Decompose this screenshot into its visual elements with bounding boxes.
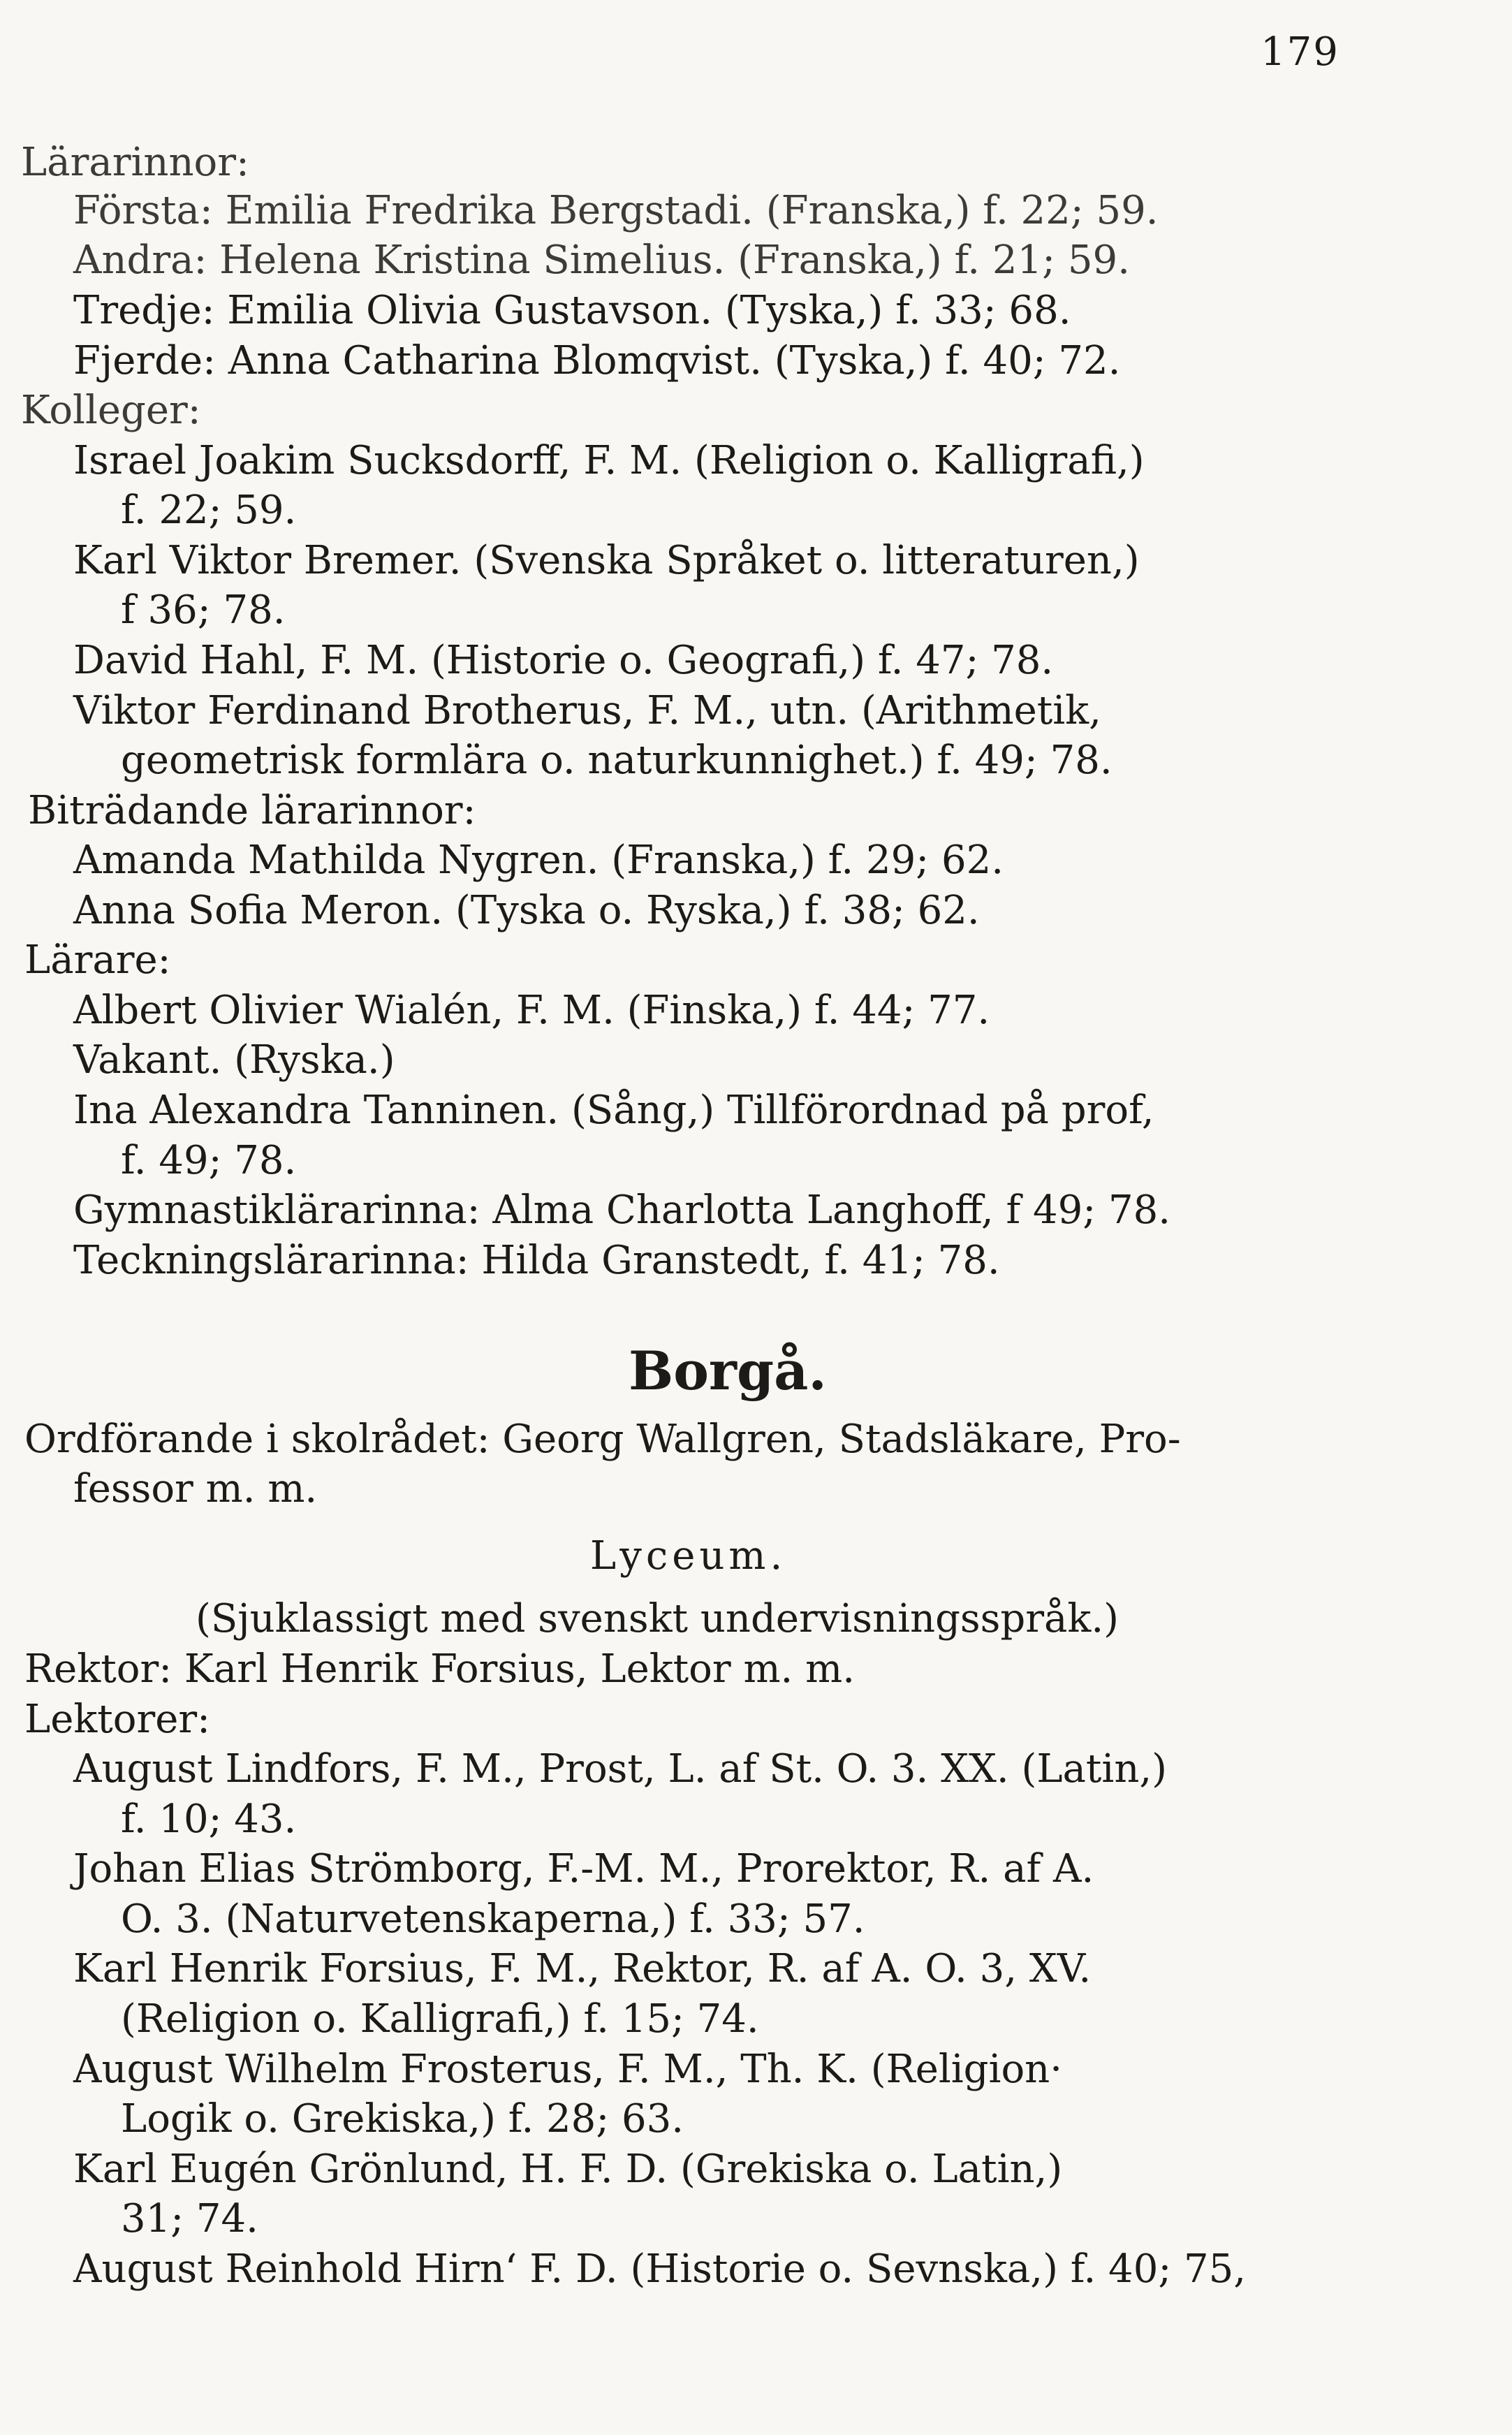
text-line: August Reinhold Hirn‘ F. D. (Historie o. Sevnska,) f. 40; 75, <box>73 2246 1247 2292</box>
text-line: f 36; 78. <box>121 587 286 633</box>
text-line: Karl Eugén Grönlund, H. F. D. (Grekiska o. Latin,) <box>73 2147 1063 2192</box>
text-line: Tredje: Emilia Olivia Gustavson. (Tyska,) f. 33; 68. <box>73 288 1071 333</box>
text-line: Johan Elias Strömborg, F.-M. M., Prorektor, R. af A. <box>73 1846 1094 1892</box>
text-line: Viktor Ferdinand Brotherus, F. M., utn. (Arithmetik, <box>73 688 1101 733</box>
text-line: Logik o. Grekiska,) f. 28; 63. <box>121 2096 684 2142</box>
text-line: Ordförande i skolrådet: Georg Wallgren, Stadsläkare, Pro- <box>24 1417 1181 1462</box>
section-title-borga: Borgå. <box>629 1340 827 1402</box>
text-line: (Sjuklassigt med svenskt undervisningsspråk.) <box>196 1596 1119 1641</box>
text-line: Första: Emilia Fredrika Bergstadi. (Franska,) f. 22; 59. <box>73 188 1159 233</box>
text-line: Teckningslärarinna: Hilda Granstedt, f. 41; 78. <box>73 1238 1000 1283</box>
section-heading-larare: Lärare: <box>24 937 171 983</box>
section-heading-lektorer: Lektorer: <box>24 1697 211 1742</box>
text-line: August Lindfors, F. M., Prost, L. af St. O. 3. XX. (Latin,) <box>73 1746 1168 1792</box>
text-line: 31; 74. <box>121 2196 258 2242</box>
subsection-title-lyceum: Lyceum. <box>590 1533 787 1579</box>
section-heading-bitradande: Biträdande lärarinnor: <box>28 788 476 833</box>
text-line: Albert Olivier Wialén, F. M. (Finska,) f. 44; 77. <box>73 988 990 1033</box>
text-line: Karl Henrik Forsius, F. M., Rektor, R. af A. O. 3, XV. <box>73 1946 1092 1991</box>
text-line: f. 10; 43. <box>121 1797 297 1842</box>
text-line: f. 22; 59. <box>121 488 297 533</box>
text-line: Fjerde: Anna Catharina Blomqvist. (Tyska,) f. 40; 72. <box>73 338 1121 383</box>
text-line: Israel Joakim Sucksdorff, F. M. (Religion o. Kalligrafi,) <box>73 438 1145 483</box>
text-line: Anna Sofia Meron. (Tyska o. Ryska,) f. 38; 62. <box>73 888 980 933</box>
page-number: 179 <box>1261 29 1339 75</box>
text-line: (Religion o. Kalligrafi,) f. 15; 74. <box>121 1996 759 2042</box>
text-line: Ina Alexandra Tanninen. (Sång,) Tillförordnad på prof, <box>73 1088 1154 1133</box>
text-line: Gymnastiklärarinna: Alma Charlotta Langhoff, f 49; 78. <box>73 1187 1171 1233</box>
text-line: fessor m. m. <box>73 1466 318 1512</box>
text-line: August Wilhelm Frosterus, F. M., Th. K. (Religion· <box>73 2047 1063 2092</box>
section-heading-kolleger: Kolleger: <box>21 388 201 433</box>
text-line: O. 3. (Naturvetenskaperna,) f. 33; 57. <box>121 1896 865 1942</box>
text-line: Andra: Helena Kristina Simelius. (Franska,) f. 21; 59. <box>73 237 1130 283</box>
text-line: David Hahl, F. M. (Historie o. Geografi,) f. 47; 78. <box>73 638 1054 683</box>
section-heading-lararinnor: Lärarinnor: <box>21 140 249 185</box>
text-line: Vakant. (Ryska.) <box>73 1037 395 1083</box>
text-line: Rektor: Karl Henrik Forsius, Lektor m. m. <box>24 1646 856 1692</box>
text-line: Amanda Mathilda Nygren. (Franska,) f. 29; 62. <box>73 838 1004 883</box>
text-line: geometrisk formlära o. naturkunnighet.) f. 49; 78. <box>121 738 1113 783</box>
text-line: f. 49; 78. <box>121 1138 297 1183</box>
text-line: Karl Viktor Bremer. (Svenska Språket o. litteraturen,) <box>73 538 1140 583</box>
